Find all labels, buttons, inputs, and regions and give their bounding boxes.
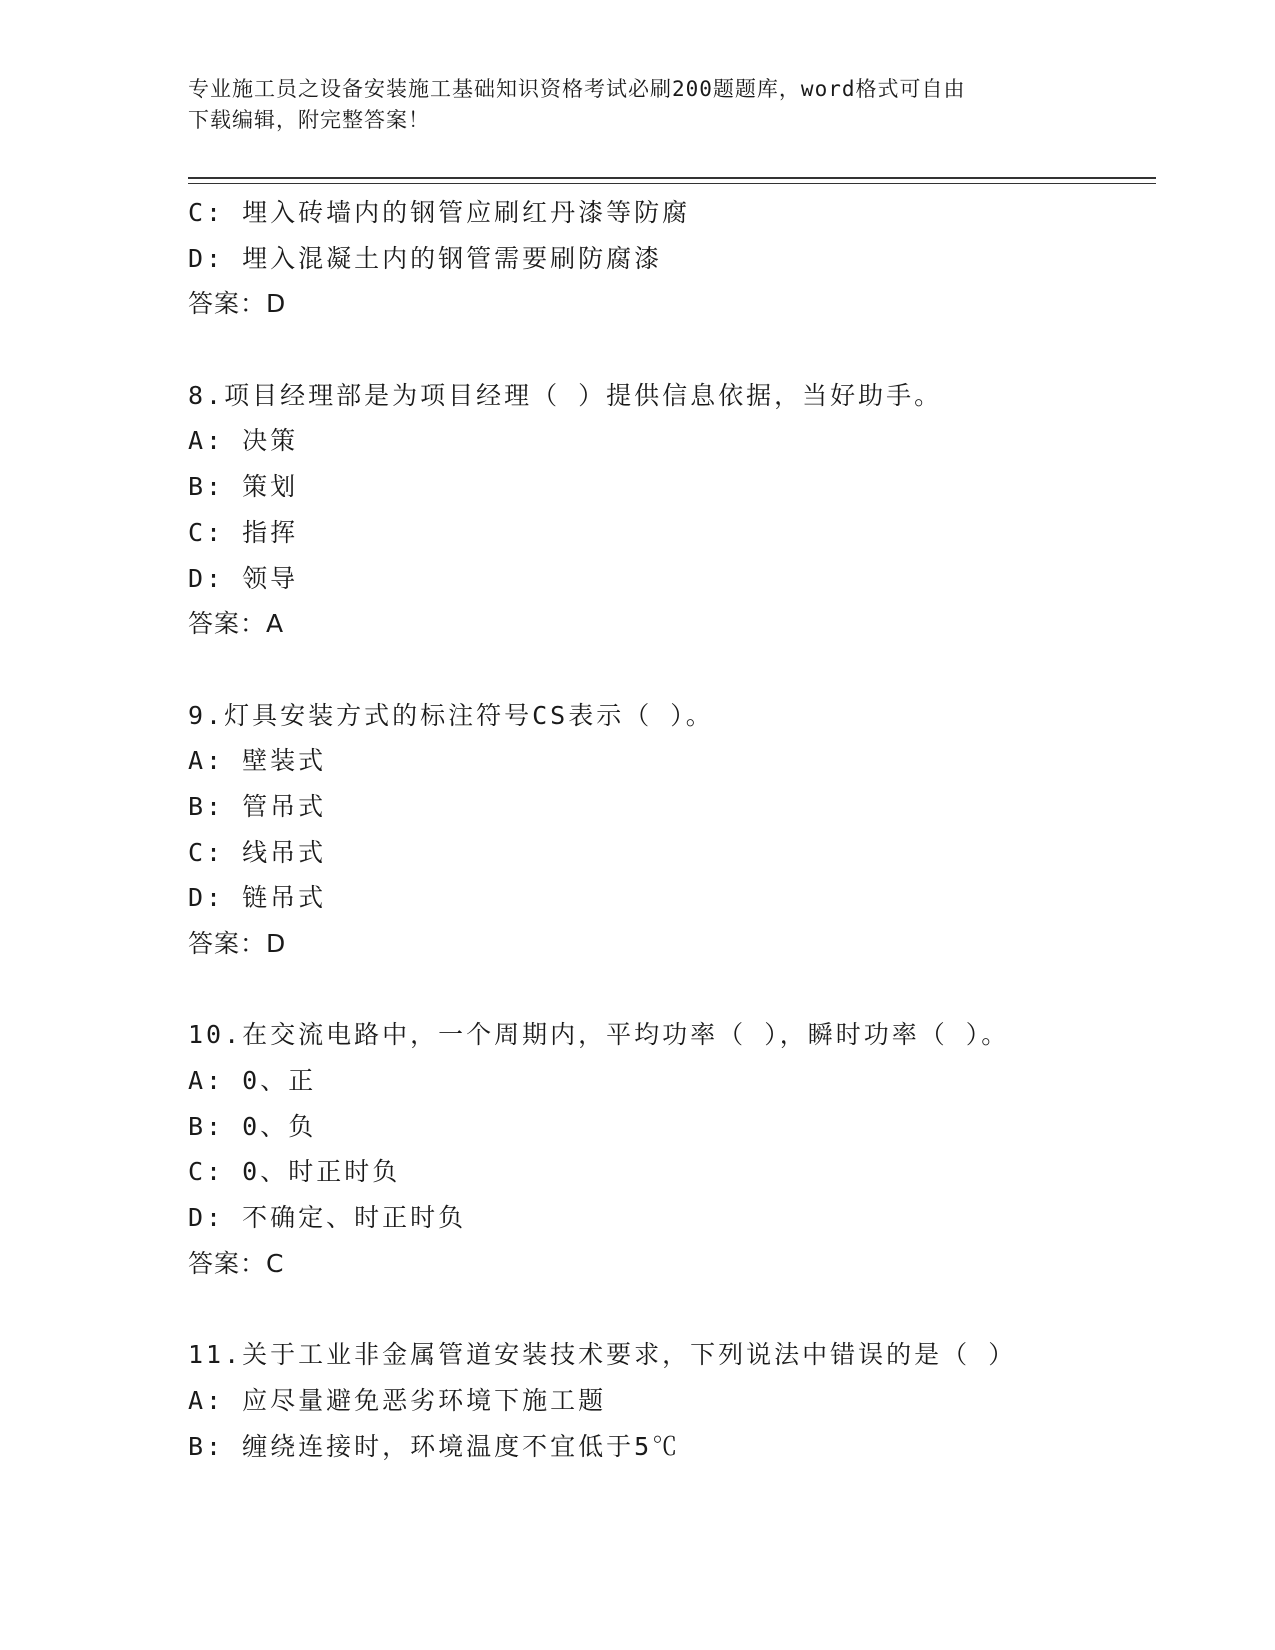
option-line: A: 应尽量避免恶劣环境下施工题 [188,1385,607,1415]
answer-line: 答案：C [188,1248,285,1278]
document-header [188,74,1068,136]
answer-line: 答案：D [188,289,287,319]
spacer [188,327,1156,373]
question-line: 9.灯具安装方式的标注符号CS表示（ ）。 [188,700,714,730]
answer-line: 答案：D [188,929,287,958]
spacer [188,1287,1156,1333]
option-line: C: 埋入砖墙内的钢管应刷红丹漆等防腐 [188,198,691,227]
option-line: D: 链吊式 [188,883,327,913]
option-line: A: 0、正 [188,1066,317,1096]
option-line: B: 管吊式 [188,791,327,821]
question-list [188,190,1156,1469]
option-line: D: 埋入混凝土内的钢管需要刷防腐漆 [188,243,663,273]
option-line: C: 线吊式 [188,837,327,867]
spacer [188,967,1156,1013]
header-line-1: 专业施工员之设备安装施工基础知识资格考试必刷200题题库，word格式可自由 [188,77,966,101]
question-line: 10.在交流电路中，一个周期内，平均功率（ ），瞬时功率（ ）。 [188,1020,1010,1050]
option-line: A: 壁装式 [188,746,327,776]
header-divider-thick [188,177,1156,179]
answer-line: 答案：A [188,609,285,639]
header-divider-thin [188,183,1156,184]
spacer [188,647,1156,693]
option-line: B: 策划 [188,472,299,502]
option-line: B: 0、负 [188,1111,317,1141]
option-line: D: 领导 [188,563,299,593]
option-line: C: 指挥 [188,517,299,547]
question-line: 11.关于工业非金属管道安装技术要求，下列说法中错误的是（ ） [188,1340,1017,1370]
option-line: A: 决策 [188,426,299,456]
option-line: B: 缠绕连接时，环境温度不宜低于5℃ [188,1431,681,1461]
header-line-2: 下载编辑，附完整答案！ [188,108,430,132]
option-line: C: 0、时正时负 [188,1157,401,1187]
option-line: D: 不确定、时正时负 [188,1203,467,1233]
question-line: 8.项目经理部是为项目经理（ ）提供信息依据，当好助手。 [188,380,943,410]
